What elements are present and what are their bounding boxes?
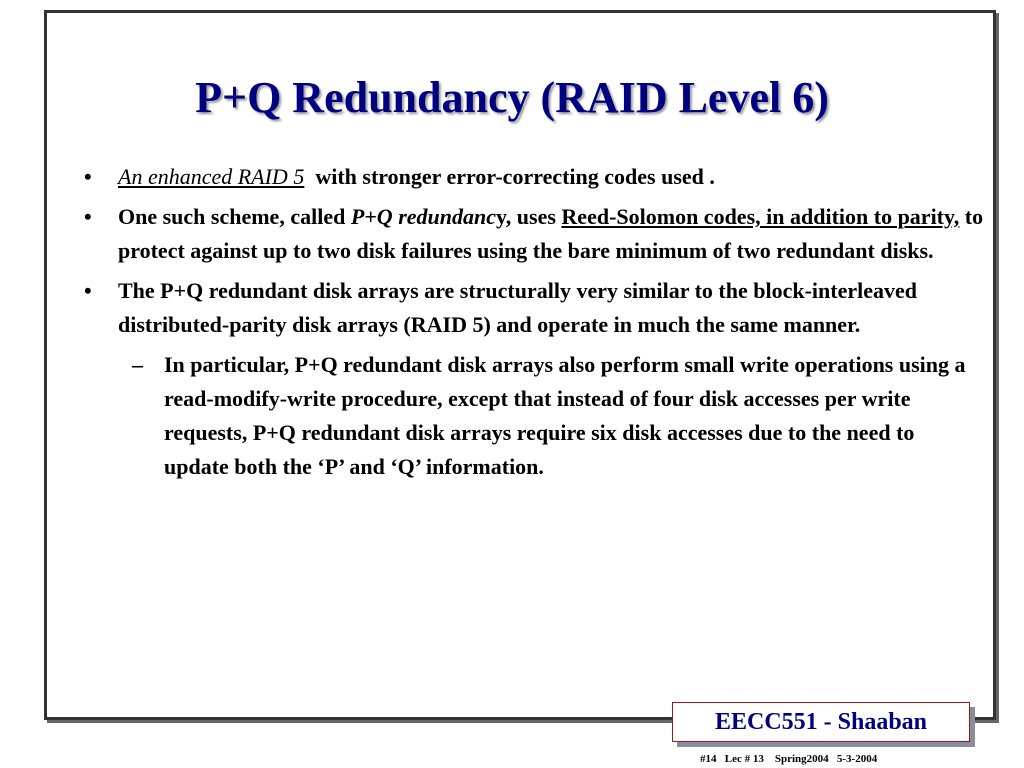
bullet-mark: • xyxy=(84,204,92,229)
bullet-2-part3: to protect against up to two disk failures using the bare minimum of two redundant disks. xyxy=(118,204,984,263)
bullet-1-rest: with stronger error-correcting codes used . xyxy=(304,164,715,189)
bullet-2-part1: One such scheme, called xyxy=(118,204,351,229)
bullet-item-1 xyxy=(84,160,984,194)
bullet-3-text: The P+Q redundant disk arrays are structurally very similar to the block-interleaved distributed-parity disk arrays (RAID 5) and operate in much the same manner. xyxy=(118,278,917,337)
sub-bullet-item xyxy=(84,348,984,484)
lecture-meta: #14 Lec # 13 Spring2004 5-3-2004 xyxy=(700,753,878,765)
bullet-2-italic: P+Q redundanc xyxy=(350,204,496,229)
course-badge: EECC551 - Shaaban xyxy=(672,702,970,742)
slide-title: P+Q Redundancy (RAID Level 6) xyxy=(195,73,829,122)
bullet-mark: • xyxy=(84,278,92,303)
bullet-2-underlined: Reed-Solomon codes, in addition to parity, xyxy=(561,204,960,229)
bullet-2-part2: y, uses xyxy=(496,204,562,229)
bullet-mark: • xyxy=(84,164,92,189)
slide-content xyxy=(84,160,984,484)
bullet-item-2 xyxy=(84,200,984,268)
dash-mark: – xyxy=(132,352,143,377)
sub-bullet-text: In particular, P+Q redundant disk arrays also perform small write operations using a read-modify-write procedure, except that instead of four disk accesses per write requests, P+Q redundant disk arrays require six disk accesses due to the need to update both the ‘P’ and ‘Q’ information. xyxy=(164,352,966,479)
bullet-1-lead: An enhanced RAID 5 xyxy=(118,164,305,189)
bullet-item-3 xyxy=(84,274,984,342)
